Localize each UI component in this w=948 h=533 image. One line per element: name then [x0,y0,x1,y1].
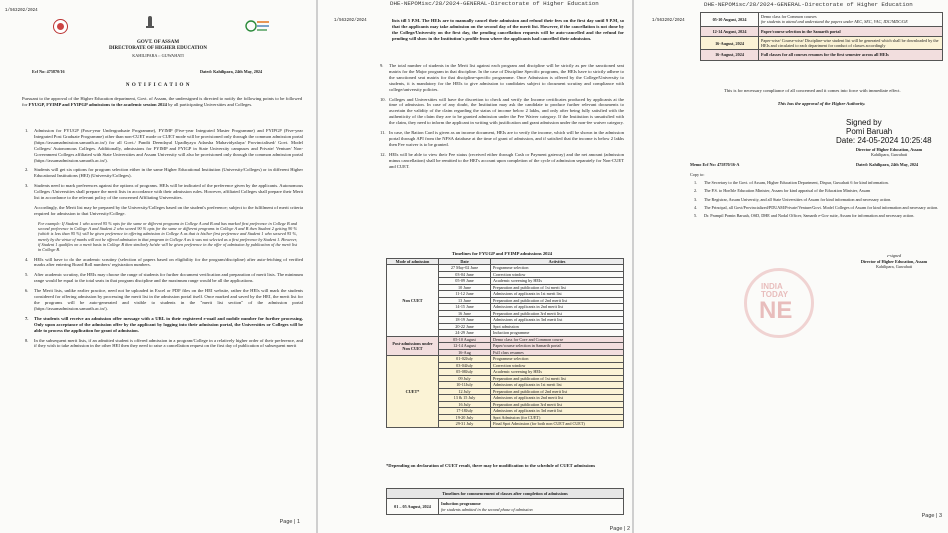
india-today-ne-watermark [744,268,814,338]
item-number: 10. [380,96,386,102]
activity-cell: Programme selection [491,356,624,363]
memo-date: Dated: Kahilipara, 24th May, 2024 [856,162,919,167]
activity-text: Demo class for Common courses [761,14,817,19]
list-item [25,316,303,334]
table-row [701,13,943,27]
table-row [701,36,943,50]
example-text: For example: If Student 1 who scored 95 % opts for the same or different programs in College A and B and has marked first preference in College B and second preference in College A and Student 2 who scored 90 % opts for the same or different programs in College A and B then Student 2 getting 90 % (which is less than 95 %) will be given preference in offering admission in College A as that is his/her first preference and Student 1 who secured 95 %, merely by the virtue of marks will not be offered admission in that program in College A as it was not selected as a first preference by Student 1. However, if Student 1 qualifies on a merit basis in College B then similarly he/she will be given preference in the offer of admission by publication of the merit list in College B. [38,220,297,253]
page-3-ref: 1/563202/2024 [652,19,685,23]
list-item [694,205,942,210]
activity-cell: Induction programme [491,330,624,337]
ecf-number: Ecf No: 475870/16 [32,69,65,74]
classes-date: 01 – 05 August, 2024 [387,499,439,515]
date-cell: 16 June [439,310,491,317]
date-cell: 19-20 July [439,414,491,421]
item-number: 3. [25,183,29,189]
list-item [694,188,942,193]
classes-activity-sub: for students admitted in the second phase of admission [441,506,533,512]
activity-cell: Preparation and publication 3rd merit list [491,401,624,408]
date-cell: 13 June [439,297,491,304]
page-2-header: DHE-NEPOMisc/28/2024-GENERAL-Directorate of Higher Education [390,0,599,7]
item-text: Accordingly, the Merit list may be prepared by the University/Colleges based on the student's preference; subject to the fulfilment of merit criteria required for admission to that University/College. [34,204,303,216]
date-cell: 24-29 June [439,330,491,337]
item-number: 11. [380,130,386,136]
date-cell: 12-14 August [439,343,491,350]
list-item [694,213,942,218]
date-cell: 03-04 June [439,271,491,278]
table-header-row [387,489,624,499]
notification-items [25,128,303,353]
date-cell: 16-August, 2024 [701,50,759,60]
approval-note: This has the approval of the Higher Authority. [777,101,866,106]
mode-cell: CUET* [387,356,439,428]
date-cell: 16 July [439,401,491,408]
activity-cell: Admissions of applicants in 2nd merit list [491,304,624,311]
activity-text: Full classes for all courses resumes for the first semester across all HEIs [761,52,889,58]
signature-date: Date: 24-05-2024 10:25:48 [836,136,932,145]
list-item [25,272,303,284]
notification-date: Dated: Kahilipara, 24th May, 2024 [200,69,263,74]
activity-cell: Preparation and publication of 1st merit list [491,284,624,291]
date-cell: 05-10 August [439,336,491,343]
date-cell: 29-31 July [439,421,491,428]
item-number: 5. [694,213,698,219]
document-page-3 [634,0,948,533]
list-item [694,197,942,202]
esigned-place: Kahilipara, Guwahati [875,264,913,269]
item-text: In case, the Ration Card is given as an income document, HEIs are to verify the income, which will be shown in the admission portal through API from the NFSA database at the time of grant of admission, and if satisfied that the income is below 2 lakhs then Fee waiver is to be granted. [389,130,624,147]
activity-cell: Full class resumes [491,349,624,356]
govt-heading: GOVT. OF ASSAM [136,40,180,45]
activity-subtext: for students to attend and understand the papers under AEC, SEC, VAC, IDC/MDC/GE [761,19,908,25]
list-item [380,130,624,148]
date-cell: 17-18July [439,408,491,415]
item-text: The Registrar, Assam University, and all State Universities of Assam for kind information and necessary action. [704,196,892,202]
intro-paragraph [22,96,302,108]
assam-emblem-icon [53,19,68,34]
list-item [694,180,942,185]
date-cell: 03-04July [439,362,491,369]
col-header: Mode of admission [387,259,439,265]
signed-by-label: Signed by [846,118,882,127]
activity-cell: Admissions of applicants in 3rd merit list [491,408,624,415]
item-number: 3. [694,196,698,202]
item-text: Admission for FYUGP (Four-year Undergraduate Programme), FYIMP (Five-year Integrated Master Programme) and FYIPGP (Five-year Integrated Post Graduate Programme) other than non-CUET mode or CUET mode will be provisioned only through the common admission portal (https://assamadmission.samarth.ac.in/) for all Govt./ Pandit Deendayal Upadhyaya Adarsha Mahavidyalaya/ Provincialised/ Govt. Model Colleges/ Autonomous Colleges. Additionally, admissions for FYIMP and FYIGP in State University campuses and Private/ Venture/ Non-Government Colleges affiliated with State Universities and Assam University will also be provisioned only through the common admission portal (https://assamadmission.samarth.ac.in/). [34,128,303,163]
item-text: HEIs will have to do the academic scrutiny (selection of papers based on eligibility for the program/discipline) after auto-fetching of verified marks after entering Board Roll numbers/ registration numbers. [34,256,303,268]
directorate-heading: DIRECTORATE OF HIGHER EDUCATION [108,46,208,51]
date-cell: 05-10 August, 2024 [701,13,759,27]
page-1-ref: 1/563202/2024 [5,9,38,13]
activity-cell: Admissions of applicants in 2nd merit list [491,395,624,402]
date-cell: 05-08July [439,369,491,376]
activity-cell [759,13,943,27]
item-number: 5. [25,272,29,278]
date-cell: 01-02July [439,356,491,363]
list-item [25,128,303,163]
timeline-table [386,258,624,428]
item-text: The P.S. to Hon'ble Education Minister, Assam for kind appraisal of the Education Minister, Assam [704,188,871,194]
document-page-2 [318,0,632,533]
classes-table [386,488,624,515]
classes-table-title: Timelines for commencement of classes after completion of admissions [387,489,624,499]
item-number: 1. [25,128,29,133]
date-cell: 18-19 June [439,317,491,324]
date-cell: 20-22 June [439,323,491,330]
date-cell: 09 July [439,375,491,382]
notification-title: N O T I F I C A T I O N [125,83,191,88]
post-admission-table [700,12,943,61]
signature-director: Director of Higher Education, Assam [855,147,923,152]
memo-number: Memo Ecf No: 475870/16-A [690,162,740,167]
page-2-items [380,63,624,174]
page-3-header: DHE-NEPOMisc/28/2024-GENERAL-Directorate of Higher Education [704,1,913,8]
copy-list [694,180,942,221]
list-item [380,63,624,93]
item-number: 9. [380,63,384,68]
timeline-table-title: Timelines for FYUGP and FYIMP admissions 2024 [451,251,553,256]
place-heading: KAHILIPARA :: GUWAHATI [132,53,184,58]
watermark-line-1: INDIA [761,282,783,291]
activity-text: Paper/course selection in the Samarth portal [761,28,841,34]
activity-cell: Spot Admission (for CUET) [491,414,624,421]
activity-cell: Programme selection [491,265,624,272]
intro-text: Pursuant to the approval of the Higher Education department, Govt. of Assam, the undersigned is directed to notify the following points to be followed for [22,96,302,107]
date-cell: 11-12 June [439,291,491,298]
mode-cell: Non CUET [387,265,439,337]
item-text: The students will receive an admission offer message with a URL in their registered e-mail and mobile number for further processing. Only upon acceptance of the admission offer by the applicant by logging into their admission portal, the Universities or Colleges will be able to process the application for grant of admission. [34,315,303,333]
table-row [701,26,943,36]
item-number: 12. [380,151,386,157]
intro-tail: by all participating Universities and Colleges. [166,101,253,107]
item-text: The Principal, all Govt/Provincialized/PDUAM/Private/Venture/Govt. Model Colleges of Assam for kind information and necessary action. [704,204,939,210]
activity-text: Paper-wise/ Course-wise/ Discipline-wise student list will be generated which shall be downloaded by the HEIs and circulated to each department for conduct of classes accordingly [761,37,939,49]
date-cell: 16-August, 2024 [701,36,759,50]
date-cell: 13 & 15 July [439,395,491,402]
activity-cell: Preparation and publication of 1st merit list [491,375,624,382]
item-text: After academic scrutiny, the HEIs may choose the range of students for further document verification and preparation of merit lists. The minimum range would be equal to the total seats in that program discipline and the maximum range would be all the applications. [34,272,303,284]
example-block [25,221,303,253]
list-item [25,288,303,312]
compliance-note: This is for necessary compliance of all concerned and it comes into force with immediate effect. [724,88,901,93]
activity-cell: Demo class for Core and Common course [491,336,624,343]
watermark-line-2: TODAY [761,290,789,299]
page-number-3: Page | 3 [921,513,942,519]
col-header: Date [439,259,491,265]
item-number: 7. [25,315,29,321]
item-text: Dr. Prampil Pomin Baruah, OSD, DHE and Nodal Officer, Samarth e-Gov suite, Assam for information and necessary action. [704,213,915,219]
item-text: Students need to mark preferences against the options of programs. HEIs will be indicated of the preference given by the applicants. Autonomous Colleges /Universities shall prepare the merit lists in accordance with their admission rules. However, affiliated Colleges shall prepare their Merit list in accordance to the relevant policy of the concerned Affiliating Universities. [34,183,303,201]
activity-cell [759,50,943,60]
list-item [25,205,303,217]
activity-cell: Admissions of applicants in 3rd merit list [491,317,624,324]
esigned-label: e-signed [886,253,902,258]
item-text: The Secretary to the Govt. of Assam, Higher Education Department, Dispur, Guwahati 6 for kind information. [704,180,889,185]
page-number-1: Page | 1 [279,519,300,525]
continued-paragraph: lists till 5 P.M. The HEIs are to manually cancel their admission and refund their fees on the first day until 9 P.M, so that the applicants may take admission on the second day of the merit list. However, if the cancellation is not done by the College/University on the first day, the pending cancellation requests will be auto-cancelled and the refund for pending will show in the Institution's profile from where the applicants had cancelled their admission. [392,18,624,41]
mode-cell: Post-admissions under Non CUET [387,336,439,356]
activity-cell: Preparation and publication of 2nd merit list [491,388,624,395]
activity-cell: Academic screening by HEIs [491,369,624,376]
activity-cell [759,36,943,50]
activity-cell: Admissions of applicants in 1st merit list [491,382,624,389]
date-cell: 10-11July [439,382,491,389]
esigned-director: Director of Higher Education, Assam [860,259,928,264]
activity-cell: Paper/course selection in Samarth portal [491,343,624,350]
table-row [701,50,943,60]
list-item [25,167,303,179]
item-number: 2. [25,167,29,173]
date-cell: 12 July [439,388,491,395]
item-number: 8. [25,337,29,343]
watermark-line-3: NE [759,297,793,324]
item-text: Colleges and Universities will have the discretion to check and verify the Income certificates produced by applicants at the time of admission. In case of any doubt, the Institution may ask the candidate to produce further relevant documents to ascertain the validity of the claim regarding the status of income below 2 lakhs, and only after being fully satisfied with the authenticity of the claim they are to be granted admission under the Fee Waiver category. If the Institution is unsatisfied with the claim, they need to inform the applicant in writing with justification and grant admission under the non-fee waiver category. [389,96,624,126]
signature-place: Kahilipara, Guwahati [870,152,908,157]
activity-cell: Preparation and publication 3rd merit list [491,310,624,317]
classes-activity-title: Induction programme [441,501,481,507]
item-number: 4. [25,256,29,262]
item-text: In the subsequent merit lists, if an admitted student is offered admission in a program/College in a relatively higher order of their preference, and if they wish to take admission in the other HEI then they need to raise a cancellation request on the first day of publication of subsequent merit [34,337,303,349]
copy-to-label: Copy to: [690,172,705,177]
item-text: The total number of students in the Merit list against each program and discipline will be strictly as per the sanctioned seat matrix for the Major program in that discipline. In the case of Discipline Specific programs, the HEIs have to strictly adhere to the sanctioned seat matrix for that discipline-specific programme. Once Admission is offered by the College/University to students, it is mandatory for the HEIs to give admission to candidates subject to document scrutiny and compliance with college/university policies. [389,63,624,92]
item-text: Students will get six options for program selection either in the same Higher Educational Institution (University/Colleges) or in different Higher Educational Institutions (HEI) (University/Colleges). [34,167,303,179]
col-header: Activities [491,259,624,265]
item-number: 2. [694,188,698,194]
intro-bold: FYUGP, FYIMP and FYIPGP admissions to the academic session 2024 [28,101,167,107]
document-page-1 [0,0,316,533]
item-number: 6. [25,288,29,294]
item-number: 1. [694,180,698,185]
page-number-2: Page | 2 [609,526,630,532]
classes-activity [439,499,624,515]
list-item [380,97,624,127]
date-cell: 27 May-02 June [439,265,491,272]
activity-cell: Correction window [491,271,624,278]
date-cell: 10 June [439,284,491,291]
digital-signature [836,118,932,145]
signer-name: Pomi Baruah [846,127,893,136]
activity-cell: Admissions of applicants in 1st merit list [491,291,624,298]
page-2-ref: 1/563202/2024 [334,19,367,23]
date-cell: 05-09 June [439,278,491,285]
table-row [387,499,624,515]
ashoka-emblem-icon [145,16,155,29]
item-number: 4. [694,204,698,210]
date-cell: 16-Aug [439,349,491,356]
item-text: HEIs will be able to view their Fee status (received either through Cash or Payment gateway) and the net amount (admission minus cancellation) shall be remitted to the HEI's account upon completion of the cycle of admission separately for Non-CUET and CUET. [389,151,624,169]
activity-cell: Final Spot Admission (for both non CUET and CUET) [491,421,624,428]
list-item [380,152,624,170]
list-item [25,338,303,350]
list-item [25,183,303,201]
activity-cell [759,26,943,36]
date-cell: 12-14 August, 2024 [701,26,759,36]
activity-cell: Academic screening by HEIs [491,278,624,285]
activity-cell: Correction window [491,362,624,369]
date-cell: 14-15 June [439,304,491,311]
azadi-logo [245,18,271,34]
list-item [25,257,303,269]
item-text: The Merit lists, unlike earlier practice, need not be uploaded in Excel or PDF files on the HEI website, rather the HEIs will mark the students considered for offering admission by processing the merit list in the admission portal itself. Once marked and saved by the HEI, the merit list for the programs will be auto-generated and visible to students in the "merit list section" of the admission portal (https://assamadmission.samarth.ac.in/). [34,288,303,311]
activity-cell: Preparation and publication of 2nd merit list [491,297,624,304]
activity-cell: Spot admission [491,323,624,330]
cuet-note: *Depending on declaration of CUET result, there may be modification to the schedule of CUET admissions [386,463,596,468]
